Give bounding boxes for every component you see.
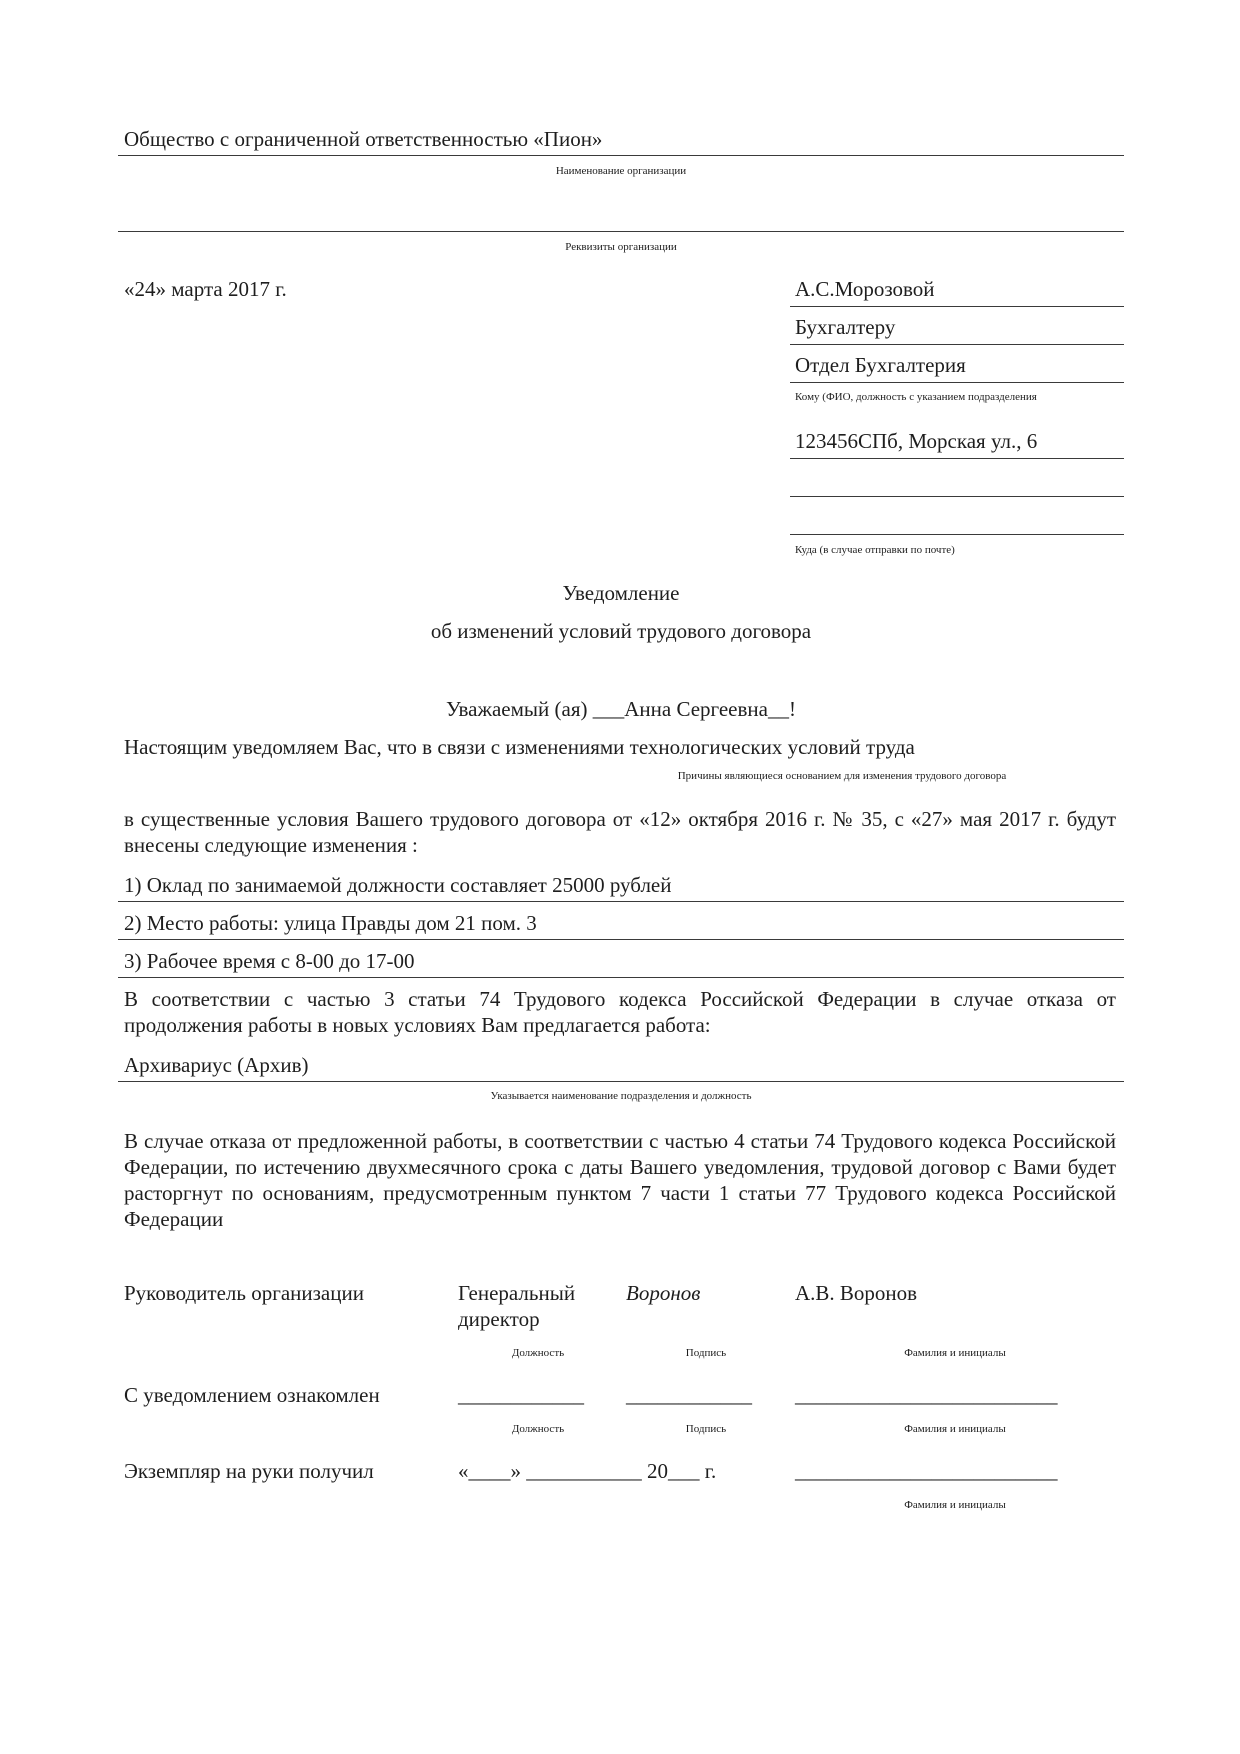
offered-job-caption: Указывается наименование подразделения и должность xyxy=(490,1090,752,1102)
document-subtitle: об изменений условий трудового договора xyxy=(430,619,812,643)
ack-position-blank[interactable]: ____________ xyxy=(458,1383,584,1407)
refusal-text: В случае отказа от предложенной работы, в соответствии с частью 4 статьи 74 Трудового кодекса Российской Федерации, по истечению двухмесячного срока с даты Вашего уведомления, трудовой договор с Вами будет расторгнут по основаниям, предусмотренным пунктом 7 части 1 статьи 77 Трудового кодекса Российской Федерации xyxy=(124,1129,1116,1231)
ack-name-blank[interactable]: _________________________ xyxy=(795,1383,1058,1407)
change-item-2-underline xyxy=(118,939,1124,940)
greeting: Уважаемый (ая) ___Анна Сергеевна__! xyxy=(446,697,796,721)
ack-position-caption: Должность xyxy=(511,1423,565,1435)
change-item-3-underline xyxy=(118,977,1124,978)
recipient-name-underline xyxy=(790,306,1124,307)
change-item-2: 2) Место работы: улица Правды дом 21 пом. 3 xyxy=(124,911,537,935)
copy-name-blank[interactable]: _________________________ xyxy=(795,1459,1058,1483)
ack-signature-caption: Подпись xyxy=(685,1423,727,1435)
recipient-address: 123456СПб, Морская ул., 6 xyxy=(795,429,1038,453)
head-position-caption: Должность xyxy=(511,1347,565,1359)
recipient-who-caption: Кому (ФИО, должность с указанием подразделения xyxy=(795,391,1037,403)
recipient-address-underline xyxy=(790,458,1124,459)
head-position: Генеральный директор xyxy=(458,1281,576,1331)
recipient-position: Бухгалтеру xyxy=(795,315,896,339)
document-date: «24» марта 2017 г. xyxy=(124,277,287,301)
change-item-1: 1) Оклад по занимаемой должности составляет 25000 рублей xyxy=(124,873,672,897)
head-name-caption: Фамилия и инициалы xyxy=(904,1347,1006,1359)
change-item-1-underline xyxy=(118,901,1124,902)
offer-text: В соответствии с частью 3 статьи 74 Трудового кодекса Российской Федерации в случае отказа от продолжения работы в новых условиях Вам предлагается работа: xyxy=(124,987,1116,1037)
ack-name-caption: Фамилия и инициалы xyxy=(904,1423,1006,1435)
offered-job-underline xyxy=(118,1081,1124,1082)
copy-label: Экземпляр на руки получил xyxy=(124,1459,374,1483)
copy-date-blank[interactable]: «____» ___________ 20___ г. xyxy=(458,1459,717,1483)
contract-text: в существенные условия Вашего трудового договора от «12» октября 2016 г. № 35, с «27» мая 2017 г. будут внесены следующие изменения : xyxy=(124,807,1116,857)
org-name-caption: Наименование организации xyxy=(555,165,687,177)
recipient-address-underline-2 xyxy=(790,496,1124,497)
recipient-name: А.С.Морозовой xyxy=(795,277,935,301)
head-label: Руководитель организации xyxy=(124,1281,364,1305)
change-item-3: 3) Рабочее время с 8-00 до 17-00 xyxy=(124,949,415,973)
head-name: А.В. Воронов xyxy=(795,1281,918,1305)
org-details-underline xyxy=(118,231,1124,232)
intro-text: Настоящим уведомляем Вас, что в связи с изменениями технологических условий труда xyxy=(124,735,915,759)
ack-label: С уведомлением ознакомлен xyxy=(124,1383,380,1407)
copy-name-caption: Фамилия и инициалы xyxy=(904,1499,1006,1511)
org-name-underline xyxy=(118,155,1124,156)
ack-signature-blank[interactable]: ____________ xyxy=(626,1383,752,1407)
organization-name: Общество с ограниченной ответственностью «Пион» xyxy=(124,127,603,151)
recipient-address-underline-3 xyxy=(790,534,1124,535)
document-title: Уведомление xyxy=(562,581,680,605)
recipient-department-underline xyxy=(790,382,1124,383)
reason-caption: Причины являющиеся основанием для изменения трудового договора xyxy=(677,770,1007,782)
head-signature-caption: Подпись xyxy=(685,1347,727,1359)
head-signature: Воронов xyxy=(626,1281,701,1305)
offered-job: Архивариус (Архив) xyxy=(124,1053,309,1077)
org-details-caption: Реквизиты организации xyxy=(565,241,677,253)
recipient-where-caption: Куда (в случае отправки по почте) xyxy=(795,544,955,556)
recipient-position-underline xyxy=(790,344,1124,345)
recipient-department: Отдел Бухгалтерия xyxy=(795,353,966,377)
